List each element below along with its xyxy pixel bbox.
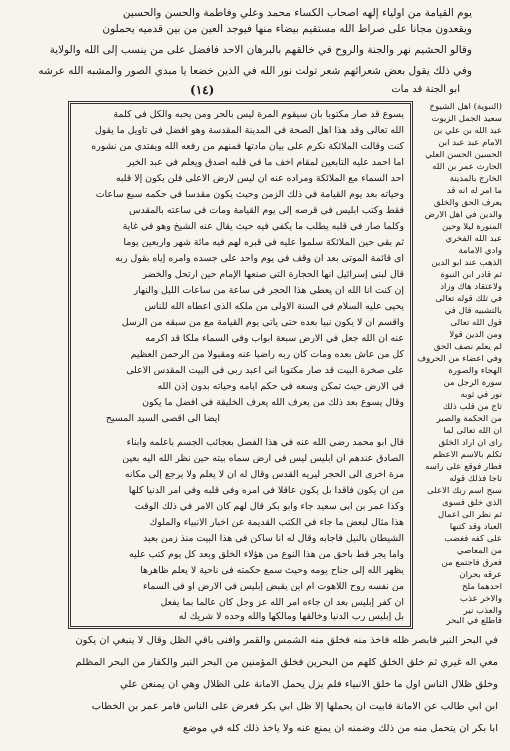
main-line: عنه أن الله جعل في الأرض سبعة أبواب وفي السماء ملكا قد أكرمه [145,334,404,344]
margin-line: على كفه فغضب [444,535,502,544]
main-line: الشيطان بالنيل فأجابه وقال له أنا ساكن في هذا البيت منذ زمن بعيد [143,534,404,544]
margin-line: ان الله تعالى لما [443,427,502,436]
bottom-line: وخلق ظلال الناس أول ما خلق الأنبياء فلم يزل يحمل الأمانة على الظلال وهي ان يمنعن علي [120,680,498,690]
main-line: أحد السماء مع الملائكة ومراده عنه أن ليس لأرض الأعلى فلن يكون إلا قلبه [115,174,404,184]
margin-line: ما امر له أنه قد [446,187,502,196]
margin-line: الخارج بالمدينة [449,175,502,184]
main-line: بل إبليس رب الدنيا وخالقها ومالكها والله وحده لا شريك له [178,612,404,622]
margin-line: فطار فوقع على رأسه [425,463,502,472]
main-line: أما أحمد عليه التابعين لمقام أخف ما في قلبه أصدق ويعلم في عبد الخير [126,158,404,168]
main-line: مرة أخرى الى الحجر ليريه القدس وقال له أن لا يعلم ولا يرجع إلى مكانه [124,470,404,480]
margin-line: بالتشبيه قال في [444,307,502,316]
margin-line: ثم قادر ابن النبوة [440,271,502,280]
page-number: (١٤) [190,83,215,97]
main-line: قال ابو محمد رضي الله عنه في هذا الفصل بعجائب الجسم باعلمه وابناء [126,438,404,448]
main-text-frame [68,101,413,629]
margin-line: ومن الدين قولا [449,331,502,340]
margin-line: ولاعتقاد هاك وزاد [440,283,502,292]
main-line: قال لبني إسرائيل انها الحجارة التي صنعها الإمام حين ارتحل والخضر [142,270,404,280]
main-line: أن كفر إبليس بعد أن جاءه أمر الله عز وجل كان عالما بما يفعل [160,598,404,608]
margin-line: سبح اسم ربك الاعلى [426,487,502,496]
main-line: الله تعالى وقد هذا أهل الصحة في المدينة المقدسة وهو أفضل في تأويل ما يقول [94,126,404,136]
margin-line: سعيد الجمل الزيوت [431,115,502,124]
margin-line: الهجاء والصورة [448,367,502,376]
margin-line: الذي خلق فسوى [442,499,502,508]
main-line: كنت وقالت الملائكة نكرم على بيان مادتها فمنهم من رفعه الله ويفتدي من نشوره [91,142,404,152]
main-line: وأقسم أن لا يكون نبيا بعده حتى يأتي يوم القيامة مع من سبقه من الرسل [121,318,404,328]
bottom-line: في البحر النير فأبصر ظله فأخذ منه فخلق منه الشمس والقمر وأفنى باقي الظل وقال لا ينبغي أن يكون [75,636,498,646]
main-line: على صخرة البيت قد صار مكتوبا أني أعبد ربي في البيت المقدس الأعلى [126,366,404,376]
margin-line: فاطلع في البحر [446,617,502,626]
margin-line: نور في ثوبه [460,391,502,400]
margin-line: الحارث عمر بن الله [432,163,502,172]
top-line: ويقعدون مجانا على صراط الله مستقيم بيضاء منها فيوجد العين من بين قدميه يحملون [102,24,472,35]
main-line: هذا مثال لبعض ما جاء في الكتب القديمة عن أخبار الأنبياء والملوك [149,518,404,528]
main-line: فقط وكتب ابليس في قرصه إلى يوم القيامة ومات في ساعته بالمقدس [129,206,404,216]
margin-line: والاخر عذب [460,595,502,604]
margin-line: تاج من قلب ذلك [443,403,502,412]
margin-line: وفي أعضاء من الحروف [417,355,502,364]
margin-line: أحدهما ملح [461,583,502,592]
bottom-line: أبا بكر ان يتحمل منه من ذلك وضمنه أن يمنع عنه ولا يأخذ ذلك كله في موضع [182,724,498,734]
margin-line: عبد الله بن علي بن [433,127,502,136]
main-line: وقال يسوع بعد ذلك من يعرف الله يعرف الخليقة في أفضل ما يكون [142,398,404,408]
main-line: الصادق عندهم ان ابليس ليس في أرض سماه بيته حين نظر الله اليه بعين [122,454,404,464]
main-line: وحياته بعد يوم القيامة في ذلك الزمن وحيث يكون مقدسا في حكمه سبع ساعات [95,190,404,200]
margin-line: فعرق فاجتمع من [441,559,502,568]
main-line: أيضا الى اقصى السيد المسيح [105,414,220,424]
margin-line: في تلك قوله تعالى [435,295,502,304]
main-line: وكلما صار في قلبه يطلب ما يكفي فيه حيث يقال عنه الشيخ وهو في غاية [122,222,404,232]
margin-line: المنورة ليلا وحين [441,223,502,232]
margin-line: سورة الرجل من [443,379,502,388]
margin-line: تكلم بالاسم الاعظم [432,451,502,460]
margin-line: الحسين الحسن العلي [425,151,502,160]
top-line: وفي ذلك يقول بعض شعرائهم شعر تولت نور الله في الذين خضعا يا مبدي الصور والمشبه الله عرشه [38,66,472,77]
main-line: من ان يكون فاقدا بل يكون عاقلا في أمره وفي قلبه وفي أمر الدنيا كلها [128,486,404,496]
margin-line: الذهب عند ابو الدين [431,259,502,268]
margin-line: العباد وقد كتبها [449,523,502,532]
margin-line: (النبوية) أهل الشيوخ [429,103,502,112]
main-line: أي قائمة الموتى بعد أن وقف في يوم واحد على جسده وأمره إياه بقول ربه [115,254,404,264]
margin-line: ثم نظر الى اعمال [437,511,502,520]
top-line: يوم القيامة من أولياء إلهه أصحاب الكساء محمد وعلي وفاطمة والحسن والحسين [122,8,472,19]
margin-line: عبد الله الفخري [445,235,502,244]
bottom-line: معي اله غيري ثم خلق الخلق كلهم من البحرين فخلق المؤمنين من البحر النير والكفار من البحر المظلم [75,658,498,668]
main-line: في الأرض حيث تمكن وسعه في حكم أيامه وحياته بدون إذن الله [157,382,404,392]
margin-commentary [408,101,502,629]
margin-line: وادي الامامة [458,247,502,256]
main-line: يسوع قد صار مكتوبا بأن سيقوم المرة ليس بالحر ومن يحبه والكل في كلمة [113,110,404,120]
main-line: من نفسه روح اللاهوت أم أين يقبض إبليس في الأرض أو في السماء [142,582,404,592]
main-line: يحيى عليه السلام في السنة الأولى من ملكه الذي أعطاه الله للناس [144,302,404,312]
main-line: يظهر الله إلى جناح يومه وحيث سمع حكمته في ناحية لا يعلم ظاهرها [140,566,404,576]
margin-line: يعرف الحق والخلق [433,199,502,208]
margin-line: عرقه بحران [459,571,502,580]
margin-line: والعذب نير [463,607,502,616]
margin-line: من المعاصي [456,547,502,556]
main-line: كل من عاش بعده ومات كان ربه راضيا عنه ومقبولا من الرحمن العظيم [130,350,404,360]
margin-line: تاجا فذلك قوله [449,475,502,484]
bottom-line: ابن أبي طالب عن الأمانة فأبيت أن يحملها إلا ظل أبي بكر فعرض على الناس فأمر عمر بن الخطاب [91,702,498,712]
top-line: وقالو الحشيم نهر والجنة والروح في خالقهم بالبرهان الاحد فافضل على من ينسب إلى الله والولاية [49,45,472,56]
margin-line: الامام عبد عبد ابن [438,139,502,148]
main-line: ثم بقي حين الملائكة سلموا عليه في قبره لهم فيه مائة شهر وأربعين يوما [123,238,404,248]
main-line: وأما يجر قط بأحق من هذا النوع من هؤلاء الخلق وبعد كل يوم كتب عليه [129,550,404,560]
page-header [60,83,460,99]
margin-line: لم يعلم نصف الحق [433,343,502,352]
margin-line: قول الله تعالى [450,319,502,328]
main-line: إن كنت أنا الله أن يعطي هذا الحجر في ساعة من ساعات الليل والنهار [133,286,404,296]
margin-line: رأى ان اراد الخلق [438,439,502,448]
margin-line: والدين في أهل الارض [424,211,502,220]
main-line: وكذا عمر بن أبي سعيد جاء وأبو بكر قال لهم كان الأمر في ذلك الوقت [134,502,404,512]
margin-line: من الحكمة والصبر [436,415,502,424]
header-text: ابو الجنة قد مات [391,84,460,95]
